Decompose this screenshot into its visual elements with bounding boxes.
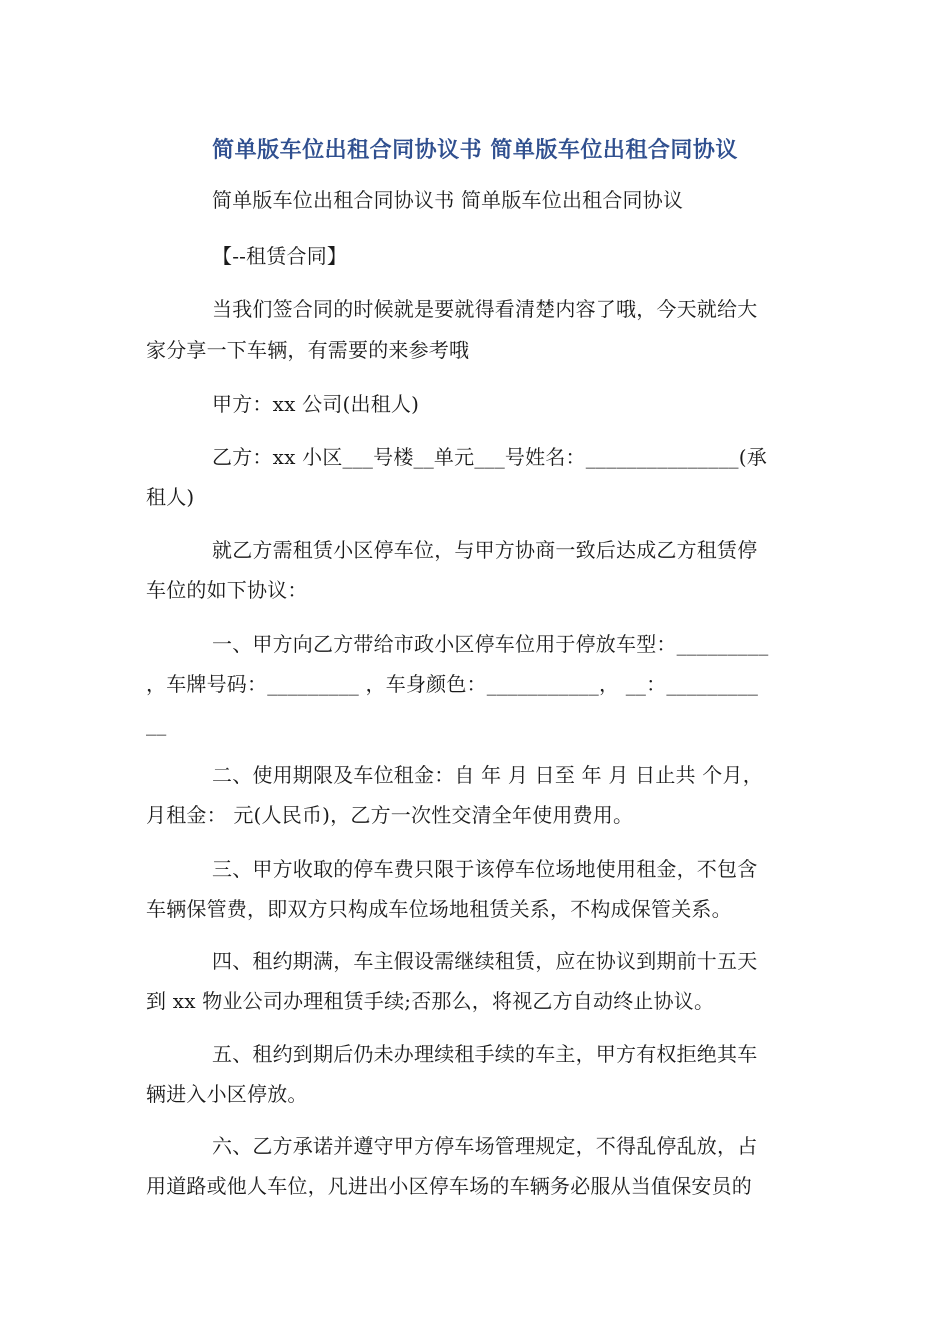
document-title: 简单版车位出租合同协议书 简单版车位出租合同协议 bbox=[212, 138, 738, 163]
clause-3-line-2: 车辆保管费，即双方只构成车位场地租赁关系，不构成保管关系。 bbox=[146, 897, 732, 921]
clause-1-line-1: 一、甲方向乙方带给市政小区停车位用于停放车型：_________ bbox=[212, 632, 769, 656]
clause-2-line-1: 二、使用期限及车位租金：自 年 月 日至 年 月 日止共 个月， bbox=[212, 763, 763, 787]
clause-4-line-1: 四、租约期满，车主假设需继续租赁，应在协议到期前十五天 bbox=[212, 949, 758, 973]
clause-6-line-2: 用道路或他人车位，凡进出小区停车场的车辆务必服从当值保安员的 bbox=[146, 1174, 752, 1198]
clause-3-line-1: 三、甲方收取的停车费只限于该停车位场地使用租金，不包含 bbox=[212, 857, 758, 881]
intro-line-1: 当我们签合同的时候就是要就得看清楚内容了哦，今天就给大 bbox=[212, 297, 758, 321]
party-a: 甲方：xx 公司(出租人) bbox=[212, 392, 420, 416]
clause-4-line-2: 到 xx 物业公司办理租赁手续;否那么，将视乙方自动终止协议。 bbox=[146, 989, 715, 1013]
clause-5-line-1: 五、租约到期后仍未办理续租手续的车主，甲方有权拒绝其车 bbox=[212, 1042, 758, 1066]
clause-1-line-3: __ bbox=[146, 712, 167, 736]
clause-1-line-2: ，车牌号码：_________ ，车身颜色：___________， __：_________ bbox=[146, 672, 759, 696]
party-b-line-1: 乙方：xx 小区___号楼__单元___号姓名：_______________(承 bbox=[212, 445, 767, 469]
preamble-line-1: 就乙方需租赁小区停车位，与甲方协商一致后达成乙方租赁停 bbox=[212, 538, 758, 562]
intro-line-2: 家分享一下车辆，有需要的来参考哦 bbox=[146, 338, 470, 362]
preamble-line-2: 车位的如下协议： bbox=[146, 578, 308, 602]
subtitle: 简单版车位出租合同协议书 简单版车位出租合同协议 bbox=[212, 188, 684, 212]
clause-5-line-2: 辆进入小区停放。 bbox=[146, 1082, 308, 1106]
clause-2-line-2: 月租金： 元(人民币)，乙方一次性交清全年使用费用。 bbox=[146, 803, 634, 827]
clause-6-line-1: 六、乙方承诺并遵守甲方停车场管理规定，不得乱停乱放，占 bbox=[212, 1134, 758, 1158]
party-b-line-2: 租人) bbox=[146, 485, 195, 509]
category-label: 【--租赁合同】 bbox=[212, 244, 348, 268]
